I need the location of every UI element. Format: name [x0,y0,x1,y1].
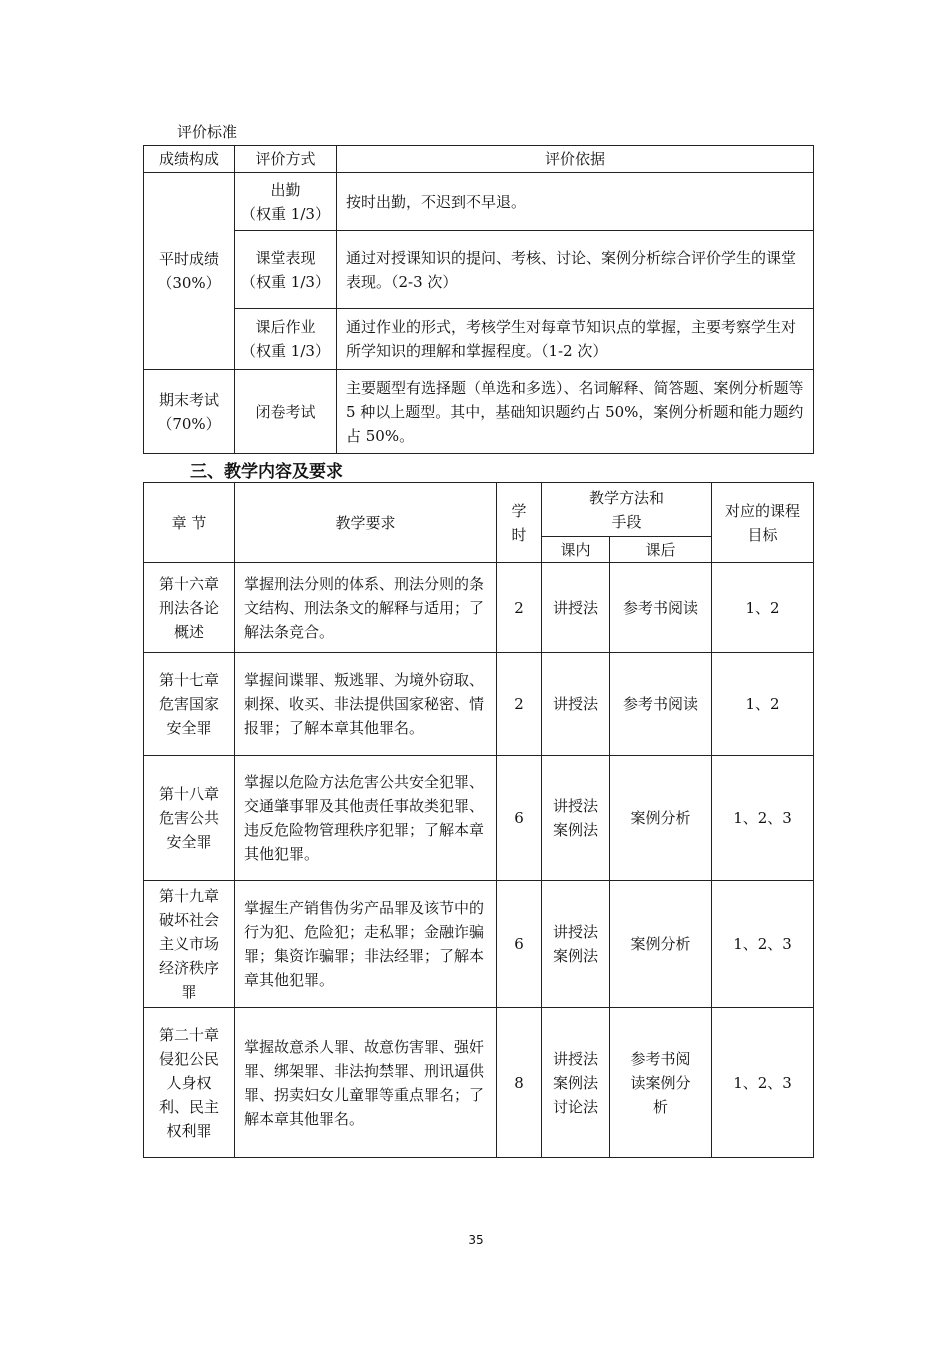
after-class-cell: 参考书阅读 [610,563,712,653]
method-weight: （权重 1/3） [241,272,330,291]
after-class-cell: 案例分析 [610,756,712,881]
hours-cell: 6 [497,881,542,1008]
final-basis-cell: 主要题型有选择题（单选和多选）、名词解释、简答题、案例分析题等 5 种以上题型。其中，基础知识题约占 50%，案例分析题和能力题约占 50%。 [337,370,814,454]
objectives-cell: 1、2、3 [712,881,814,1008]
table-row [144,309,814,370]
chapter-cell: 第十六章刑法各论概述 [144,563,235,653]
method-name: 课堂表现 [255,248,316,267]
header-requirements: 教学要求 [235,483,497,563]
method-name: 出勤 [270,180,301,199]
in-class-cell: 讲授法 [542,563,610,653]
objectives-cell: 1、2 [712,653,814,756]
in-class-cell: 讲授法案例法 [542,881,610,1008]
table-row [144,173,814,231]
in-class-cell: 讲授法 [542,653,610,756]
chapter-cell: 第十九章破坏社会主义市场经济秩序罪 [144,881,235,1008]
table-row [144,370,814,454]
table-row [144,231,814,309]
table-row [144,756,814,881]
hours-cell: 2 [497,563,542,653]
header-chapter: 章 节 [144,483,235,563]
hours-cell: 8 [497,1008,542,1158]
hours-cell: 6 [497,756,542,881]
page-number: 35 [468,1233,484,1247]
method-cell [235,231,337,309]
evaluation-table [143,145,814,454]
requirements-cell: 掌握刑法分则的体系、刑法分则的条文结构、刑法条文的解释与适用；了解法条竞合。 [235,563,497,653]
section-title: 三、教学内容及要求 [190,462,343,482]
table-header-row [144,483,814,537]
method-weight: （权重 1/3） [241,204,330,223]
table-header-row [144,146,814,173]
evaluation-heading: 评价标准 [177,123,238,141]
after-class-cell: 参考书阅读案例分析 [610,1008,712,1158]
basis-cell: 按时出勤，不迟到不早退。 [337,173,814,231]
header-methods: 教学方法和手段 [542,483,712,537]
in-class-cell: 讲授法案例法讨论法 [542,1008,610,1158]
basis-cell: 通过对授课知识的提问、考核、讨论、案例分析综合评价学生的课堂表现。（2-3 次） [337,231,814,309]
chapter-cell: 第二十章侵犯公民人身权利、民主权利罪 [144,1008,235,1158]
method-cell [235,173,337,231]
hours-cell: 2 [497,653,542,756]
chapter-cell: 第十七章危害国家安全罪 [144,653,235,756]
header-after-class: 课后 [610,537,712,563]
after-class-cell: 参考书阅读 [610,653,712,756]
method-name: 课后作业 [255,318,316,336]
method-cell [235,309,337,370]
objectives-cell: 1、2、3 [712,1008,814,1158]
basis-cell: 通过作业的形式，考核学生对每章节知识点的掌握，主要考察学生对所学知识的理解和掌握程度。（1-2 次） [337,309,814,370]
regular-grade-name: 平时成绩 [158,250,219,268]
table-row [144,653,814,756]
teaching-content-table [143,482,814,1158]
objectives-cell: 1、2 [712,563,814,653]
header-hours: 学时 [497,483,542,563]
objectives-cell: 1、2、3 [712,756,814,881]
method-weight: （权重 1/3） [241,342,330,360]
final-exam-cell [144,370,235,454]
final-exam-name: 期末考试 [158,390,219,409]
header-eval-method: 评价方式 [235,146,337,173]
in-class-cell: 讲授法案例法 [542,756,610,881]
header-eval-basis: 评价依据 [337,146,814,173]
requirements-cell: 掌握间谍罪、叛逃罪、为境外窃取、刺探、收买、非法提供国家秘密、情报罪；了解本章其他罪名。 [235,653,497,756]
regular-grade-cell [144,173,235,370]
table-row [144,563,814,653]
requirements-cell: 掌握生产销售伪劣产品罪及该节中的行为犯、危险犯；走私罪；金融诈骗罪；集资诈骗罪；非法经罪；了解本章其他犯罪。 [235,881,497,1008]
requirements-cell: 掌握以危险方法危害公共安全犯罪、交通肇事罪及其他责任事故类犯罪、违反危险物管理秩序犯罪；了解本章其他犯罪。 [235,756,497,881]
final-method-cell: 闭卷考试 [235,370,337,454]
regular-grade-weight: （30%） [157,274,221,292]
header-grade-composition: 成绩构成 [144,146,235,173]
final-exam-weight: （70%） [157,414,221,433]
header-objectives: 对应的课程目标 [712,483,814,563]
table-row [144,881,814,1008]
requirements-cell: 掌握故意杀人罪、故意伤害罪、强奸罪、绑架罪、非法拘禁罪、刑讯逼供罪、拐卖妇女儿童罪等重点罪名；了解本章其他罪名。 [235,1008,497,1158]
header-in-class: 课内 [542,537,610,563]
chapter-cell: 第十八章危害公共安全罪 [144,756,235,881]
after-class-cell: 案例分析 [610,881,712,1008]
table-row [144,1008,814,1158]
